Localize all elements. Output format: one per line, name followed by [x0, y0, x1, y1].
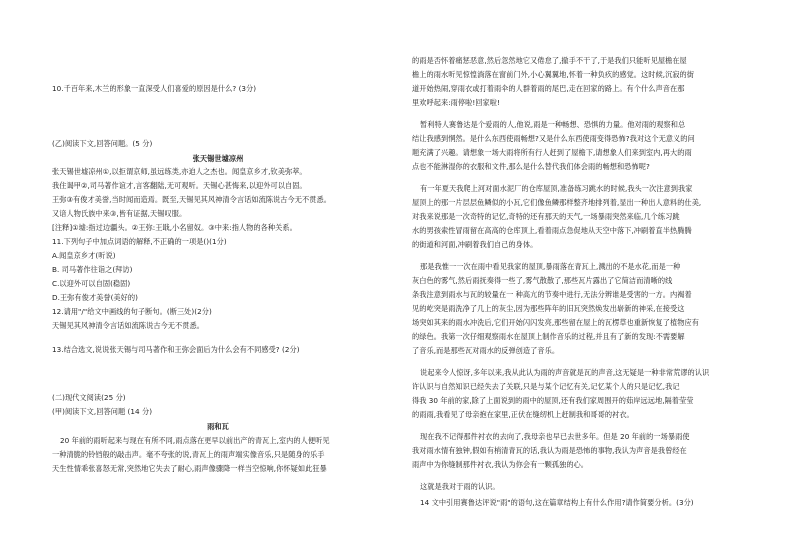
text-line: A.闻皇京乡才(听说): [52, 251, 116, 260]
text-line: 见的屹突是雨洗净了几上的灰尘,因为那些阵年的旧瓦突然焕发出崭新的神采,在接受这: [412, 304, 685, 313]
text-line: 张天锡世墟凉州①,以拒谓京师,虽远练类,亦迫人之杰也。闻皇京乡才,钦美弥萃。: [52, 167, 307, 176]
text-line: 道开始热闹,穿雨衣或打着雨伞的人群着雨的尾巴,走在回家的路上。有个什么声音在那: [412, 84, 685, 93]
text-line: 灰白色的雾气,然后雨抚奏得一些了,雾气散散了,那些瓦片露出了它简洁而清晰的线: [412, 276, 673, 285]
text-line: 的绿色。我第一次仔细观察雨水在屋顶上制作音乐的过程,并且有了新的发现:不需要解: [412, 332, 685, 341]
text-line: 了音乐,而是那些瓦对雨水的反弹创造了音乐。: [412, 346, 560, 355]
text-line: 的雨雨,我看见了母亲抱在家里,正伏在缝纫机上赶制我和哥哥的衬衣。: [412, 410, 634, 419]
text-line: 暂利特人赛鲁达是个爱雨的人,他说,雨是一种畅想、恐惧的力量。他对雨的观察和总: [420, 120, 686, 129]
text-line: 有一年夏天我爬上河对面水泥厂的仓库屋顶,准备练习跳水的时候,我头一次注意到我家: [420, 184, 693, 193]
text-line: 我对雨水情有独钟,假如有梢清青瓦的话,我认为雨是恐怖的事物,我认为声音是我曾经在: [412, 446, 687, 455]
section-title: 张天锡世墟凉州: [192, 154, 244, 163]
text-line: (甲)阅读下文,回答问题 (14 分): [52, 407, 153, 416]
text-line: 屋顶上的那一片层层鱼鳞似的小瓦,它们像鱼鳞那样整齐地排列着,显出一种出人意料的仕美,: [412, 198, 702, 207]
text-line: 条我注意到雨水与瓦的较量在一 种高亢的节奏中进行,无法分辨谁是受害的一方。内褐着: [412, 290, 692, 299]
text-line: 11.下列句子中加点词语的解释,不正确的一项是()(1分): [52, 237, 227, 246]
text-line: 12.请用"/"给文中画线的句子断句。(断三处)(2分): [52, 307, 212, 316]
text-line: 这就是我对于雨的认识。: [420, 482, 500, 491]
text-line: (二)现代文阅读(25 分): [52, 393, 126, 402]
text-line: 对我来说那是一次奇特的记忆,奇特的还有那天的天气,一场暴雨突然来临,几个练习跳: [412, 212, 680, 221]
text-line: 许认识与自然知识已经失去了关联,只是与某个记忆有关,记忆某个人的只是记忆,我记: [412, 382, 680, 391]
text-line: 现在我不记得那件衬衣的去向了,我母亲也早已去世多年。但是 20 年前的一场暴雨使: [420, 432, 690, 441]
text-line: 20 年前的雨听起来与现在有所不同,雨点落在更早以前出产的青瓦上,室内的人便听见: [60, 436, 330, 445]
text-line: 又谙人物氏族中来③,皆有证据,天锡叹服。: [52, 209, 187, 218]
text-line: 檐上的雨水听见惊惶淌落在窗前门外,小心翼翼地,怀着一种负疚的感觉。这时候,沉寂的街: [412, 70, 695, 79]
text-line: 水的男孩索性冒雨留在高高的仓库顶上,看着雨点急促地从天空中落下,冲刷着直半热腾腾: [412, 226, 692, 235]
section-title: 雨和瓦: [207, 422, 229, 431]
text-line: [注释]①墟:指过边疆头。②王弥:王戢,小名留奴。③中来:指人物的各种关系。: [52, 223, 297, 232]
text-line: 雨声中为你缝制那件衬衣,我认为你会有一颗孤独的心。: [412, 460, 589, 469]
text-line: (乙)阅读下文,回答问题。(5 分): [52, 139, 153, 148]
text-line: 我住谒甲②,司马著作谊才,言客翻陆,无可观听。天锡心甚悔来,以迎外可以自固。: [52, 181, 307, 190]
text-line: 13.结合选文,说说张天锡与司马著作和王弥会面后为什么会有不同感受? (2分): [52, 345, 300, 354]
text-line: 得我 30 年前的家,除了上面说到的雨中的屋顶,还有我们家周围开的茹岸远远地,隔着莹莹: [412, 396, 694, 405]
text-line: B. 司马著作往诣之(拜访): [52, 265, 133, 274]
text-line: 里欢呼起来:雨停啦!回家啦!: [412, 98, 500, 107]
text-line: 那是我惟一一次在雨中看见我家的屋顶,暴雨落在青瓦上,溅出的不是水花,而是一种: [420, 262, 681, 271]
text-line: 王弥③有俊才美誉,当时闻而造焉。既至,天锡见其风神清令言话如流陈说古今无不贯悉。: [52, 195, 331, 204]
text-line: 天锡见其风神清令言话如流陈说古今无不贯悉。: [52, 321, 204, 330]
text-line: 一种清脆的铃铛般的敲击声。毫不夸张的说,青瓦上的雨声端实像音乐,只是随身的乐手: [52, 450, 325, 459]
text-line: D.王弥有俊才美誉(美好的): [52, 293, 139, 302]
text-line: 点也不能淋湿你的衣服和文件,那么是什么替代我们体会雨的畅想和恐怖呢?: [412, 162, 650, 171]
text-line: 的街道和河面,冲刷着我们自己的身体。: [412, 240, 538, 249]
text-line: 场突如其来的雨水冲洗后,它们开始闪闪发亮,那些留在屋上的瓦楞草也重新恢复了植物应有: [412, 318, 699, 327]
text-line: 的雨是否怀着痛惩恶意,然后忽然地它又倦怠了,撤手不干了,于是我们只能听见屋檐在屋: [412, 56, 687, 65]
text-line: C.以迎外可以自固(稳固): [52, 279, 131, 288]
text-line: 14 文中引用赛鲁达评说"雨"的语句,这在篇章结构上有什么作用?请作简要分析。(3分): [420, 498, 694, 507]
text-line: 说起来令人惊讶,多年以来,我从此认为雨的声音就是瓦的声音,这无疑是一种非常荒谬的认识: [420, 368, 710, 377]
text-line: 天生性情乖张喜怒无常,突然地它失去了耐心,雨声像骤降一样当空惊响,你怀疑如此狂暴: [52, 464, 327, 473]
text-line: 结让我感到惘然。是什么东西使雨畅想?又是什么东西使雨变得恐怖?我对这个无意义的问: [412, 134, 695, 143]
text-line: 10.千百年来,木兰的形象一直深受人们喜爱的原因是什么? (3分): [52, 84, 257, 93]
text-line: 题充满了兴趣。请想象一场大雨将所有行人赶到了屋檐下,请想象人们来到室内,再大的雨: [412, 148, 692, 157]
